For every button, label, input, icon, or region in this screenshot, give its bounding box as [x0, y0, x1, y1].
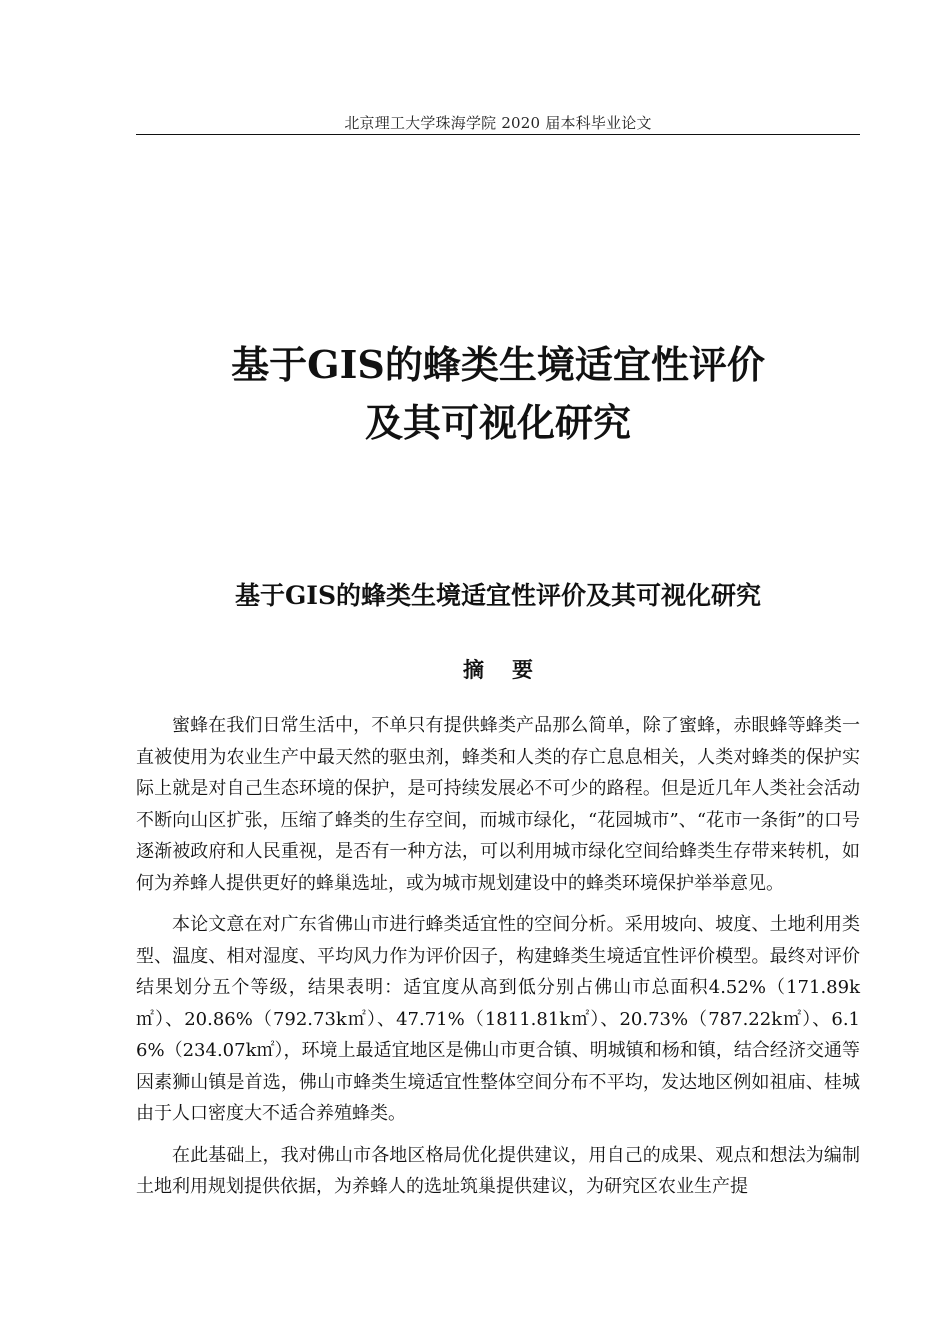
abstract-paragraph-1: 蜜蜂在我们日常生活中，不单只有提供蜂类产品那么简单，除了蜜蜂，赤眼蜂等蜂类一直被使用为农业生产中最天然的驱虫剂，蜂类和人类的存亡息息相关，人类对蜂类的保护实际上就是对自己生态环境的保护，是可持续发展必不可少的路程。但是近几年人类社会活动不断向山区扩张，压缩了蜂类的生存空间，而城市绿化，“花园城市”、“花市一条街”的口号逐渐被政府和人民重视，是否有一种方法，可以利用城市绿化空间给蜂类生存带来转机，如何为养蜂人提供更好的蜂巢选址，或为城市规划建设中的蜂类环境保护举举意见。 [136, 715, 860, 894]
header-rule [136, 134, 860, 135]
abstract-title: 基于GIS的蜂类生境适宜性评价及其可视化研究 [234, 581, 762, 610]
thesis-title-line-2: 及其可视化研究 [364, 400, 631, 445]
abstract-paragraph-3: 在此基础上，我对佛山市各地区格局优化提供建议，用自己的成果、观点和想法为编制土地利用规划提供依据，为养蜂人的选址筑巢提供建议，为研究区农业生产提 [136, 1144, 860, 1197]
thesis-title [136, 336, 860, 452]
abstract-body [136, 710, 860, 1213]
abstract-paragraph-2: 本论文意在对广东省佛山市进行蜂类适宜性的空间分析。采用坡向、坡度、土地利用类型、温度、相对湿度、平均风力作为评价因子，构建蜂类生境适宜性评价模型。最终对评价结果划分五个等级，结果表明：适宜度从高到低分别占佛山市总面积4.52%（171.89k㎡）、20.86%（792.73k㎡）、47.71%（1811.81k㎡）、20.73%（787.22k㎡）、6.16%（234.07k㎡），环境上最适宜地区是佛山市更合镇、明城镇和杨和镇，结合经济交通等因素狮山镇是首选，佛山市蜂类生境适宜性整体空间分布不平均，发达地区例如祖庙、桂城由于人口密度大不适合养殖蜂类。 [136, 914, 860, 1124]
abstract-heading: 摘要 [463, 657, 561, 682]
running-header: 北京理工大学珠海学院 2020 届本科毕业论文 [344, 114, 652, 132]
thesis-title-line-1: 基于GIS的蜂类生境适宜性评价 [231, 342, 765, 387]
